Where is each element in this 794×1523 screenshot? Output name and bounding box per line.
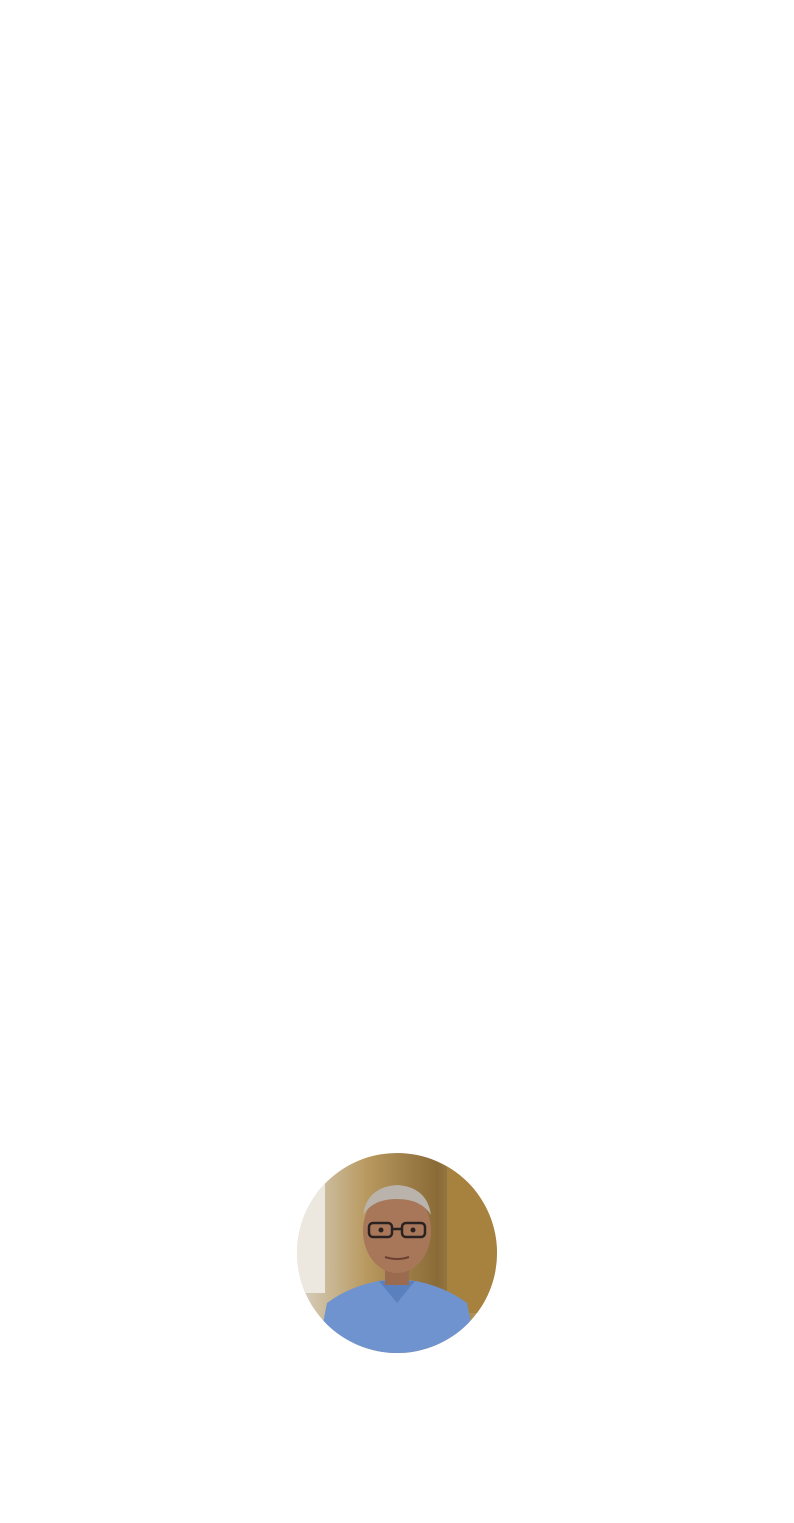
document-body [8,0,786,36]
author-photo [297,1153,497,1353]
code-block [8,2,786,36]
